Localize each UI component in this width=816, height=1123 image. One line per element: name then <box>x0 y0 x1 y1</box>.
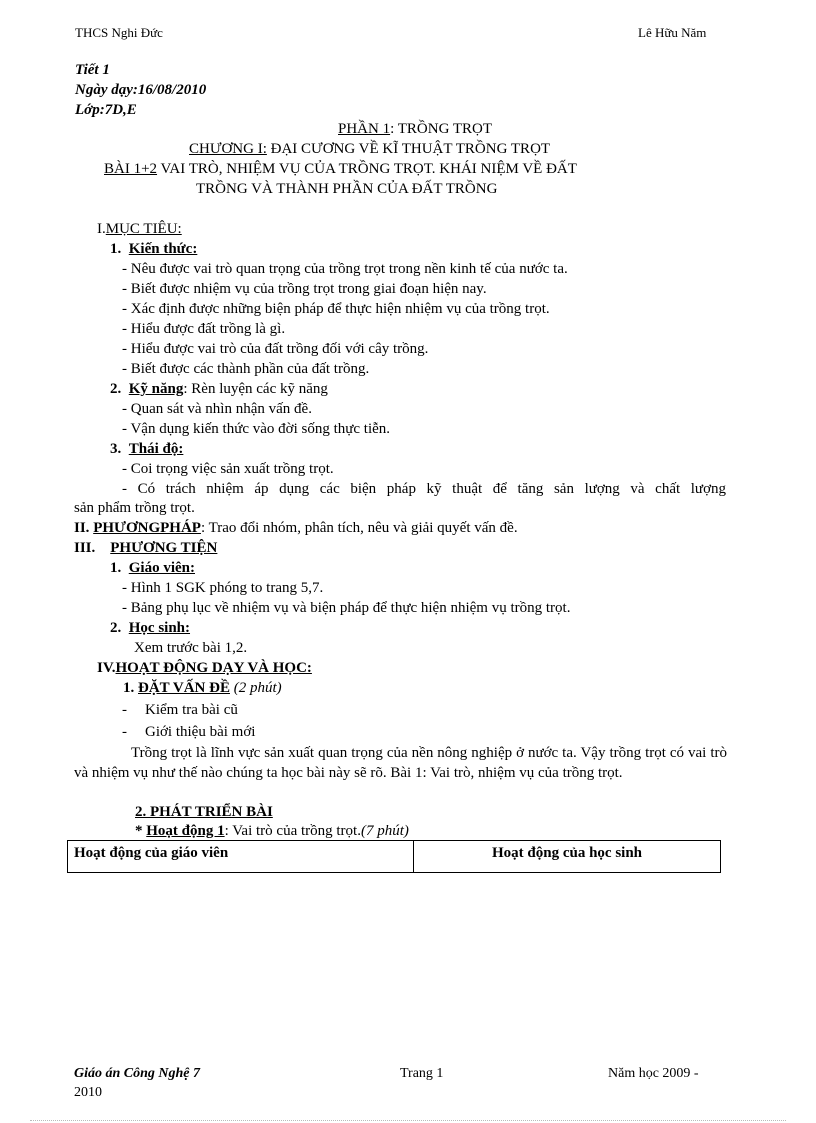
intro-heading <box>123 680 282 697</box>
intro-item-text: Giới thiệu bài mới <box>145 724 256 740</box>
knowledge-heading <box>110 241 197 258</box>
knowledge-title: Kiến thức: <box>128 241 198 257</box>
means-student-num: 2. <box>110 620 122 636</box>
means-student-title: Học sinh: <box>128 620 191 636</box>
objectives-num: I. <box>97 221 106 237</box>
intro-item <box>122 702 238 719</box>
develop-heading: 2. PHÁT TRIỂN BÀI <box>135 804 273 820</box>
means-teacher-title: Giáo viên: <box>128 560 195 576</box>
intro-item-text: Kiểm tra bài cũ <box>145 702 238 718</box>
skills-item: - Vận dụng kiến thức vào đời sống thực tiễn. <box>122 421 391 437</box>
method-heading <box>74 520 518 537</box>
activities-heading <box>97 660 312 677</box>
activity1-star: * <box>135 823 147 839</box>
knowledge-num: 1. <box>110 241 122 257</box>
means-student-text: Xem trước bài 1,2. <box>134 640 248 656</box>
skills-num: 2. <box>110 381 122 397</box>
method-text: : Trao đổi nhóm, phân tích, nêu và giải quyết vấn đề. <box>200 520 518 536</box>
knowledge-item: - Nêu được vai trò quan trọng của trồng trọt trong nền kinh tế của nước ta. <box>122 261 568 277</box>
footer-year-cont: 2010 <box>74 1085 102 1100</box>
part-title-prefix: PHẦN 1 <box>338 121 391 137</box>
lesson-title-line2: TRỒNG VÀ THÀNH PHẦN CỦA ĐẤT TRỒNG <box>196 181 498 197</box>
chapter-title-prefix: CHƯƠNG I: <box>189 141 267 157</box>
chapter-title <box>189 141 550 158</box>
intro-time: (2 phút) <box>229 680 282 696</box>
page-bottom-rule <box>30 1120 786 1121</box>
means-student-heading <box>110 620 190 637</box>
skills-title: Kỹ năng <box>128 381 184 397</box>
means-num: III. <box>74 540 96 556</box>
footer-subject: Giáo án Công Nghệ 7 <box>74 1066 201 1081</box>
attitude-num: 3. <box>110 441 122 457</box>
knowledge-item: - Biết được các thành phần của đất trồng. <box>122 361 370 377</box>
part-title <box>338 121 492 138</box>
means-title: PHƯƠNG TIỆN <box>110 540 218 556</box>
class-label: Lớp:7D,E <box>75 102 137 118</box>
activity1-heading <box>135 823 409 840</box>
footer-page: Trang 1 <box>400 1066 444 1081</box>
teaching-date: Ngày dạy:16/08/2010 <box>75 82 207 98</box>
method-num: II. <box>74 520 90 536</box>
skills-item: - Quan sát và nhìn nhận vấn đề. <box>122 401 312 417</box>
means-teacher-item: - Bảng phụ lục về nhiệm vụ và biện pháp để thực hiện nhiệm vụ trồng trọt. <box>122 600 571 616</box>
intro-paragraph: Trồng trọt là lĩnh vực sản xuất quan trọng của nền nông nghiệp ở nước ta. Vậy trồng trọt có vai trò và nhiệm vụ như thế nào chúng ta học bài này sẽ rõ. Bài 1: Vai trò, nhiệm vụ của trồng trọt. <box>74 745 727 781</box>
attitude-title: Thái độ: <box>128 441 184 457</box>
lesson-number: Tiết 1 <box>75 62 110 78</box>
activity-table <box>67 840 721 873</box>
intro-dash: - <box>122 724 127 740</box>
footer-year: Năm học 2009 - <box>608 1066 699 1081</box>
objectives-title: MỤC TIÊU: <box>105 221 182 237</box>
means-teacher-num: 1. <box>110 560 122 576</box>
means-teacher-heading <box>110 560 195 577</box>
attitude-item-line1: - Có trách nhiệm áp dụng các biện pháp kỹ thuật để tăng sản lượng và chất lượng <box>122 481 726 497</box>
intro-item <box>122 724 255 741</box>
attitude-item-line2: sản phẩm trồng trọt. <box>74 500 195 516</box>
knowledge-item: - Hiểu được đất trồng là gì. <box>122 321 286 337</box>
means-teacher-item: - Hình 1 SGK phóng to trang 5,7. <box>122 580 324 596</box>
activity1-label: Hoạt động 1 <box>146 823 225 839</box>
lesson-title <box>104 161 577 178</box>
lesson-title-prefix: BÀI 1+2 <box>104 161 158 177</box>
table-header-student: Hoạt động của học sinh <box>491 845 643 861</box>
intro-dash: - <box>122 702 127 718</box>
means-heading <box>74 540 217 557</box>
activity1-text: : Vai trò của trồng trọt. <box>224 823 361 839</box>
attitude-item: - Coi trọng việc sản xuất trồng trọt. <box>122 461 334 477</box>
table-header-teacher: Hoạt động của giáo viên <box>68 841 414 872</box>
objectives-heading <box>97 221 182 238</box>
lesson-title-rest: VAI TRÒ, NHIỆM VỤ CỦA TRỒNG TRỌT. KHÁI NIỆM VỀ ĐẤT <box>157 161 577 177</box>
knowledge-item: - Biết được nhiệm vụ của trồng trọt trong giai đoạn hiện nay. <box>122 281 487 297</box>
chapter-title-rest: ĐẠI CƯƠNG VỀ KĨ THUẬT TRỒNG TRỌT <box>266 141 551 157</box>
skills-heading <box>110 381 328 398</box>
header-school: THCS Nghi Đức <box>75 25 163 40</box>
activities-num: IV. <box>97 660 116 676</box>
activities-title: HOẠT ĐỘNG DẠY VÀ HỌC: <box>115 660 312 676</box>
knowledge-item: - Xác định được những biện pháp để thực hiện nhiệm vụ của trồng trọt. <box>122 301 550 317</box>
skills-text: : Rèn luyện các kỹ năng <box>183 381 328 397</box>
part-title-rest: : TRỒNG TRỌT <box>390 121 493 137</box>
knowledge-item: - Hiểu được vai trò của đất trồng đối với cây trồng. <box>122 341 429 357</box>
activity1-time: (7 phút) <box>360 823 409 839</box>
intro-title: ĐẶT VẤN ĐỀ <box>138 680 230 696</box>
header-teacher: Lê Hữu Năm <box>638 25 707 40</box>
method-title: PHƯƠNGPHÁP <box>93 520 201 536</box>
attitude-heading <box>110 441 183 458</box>
intro-num: 1. <box>123 680 135 696</box>
